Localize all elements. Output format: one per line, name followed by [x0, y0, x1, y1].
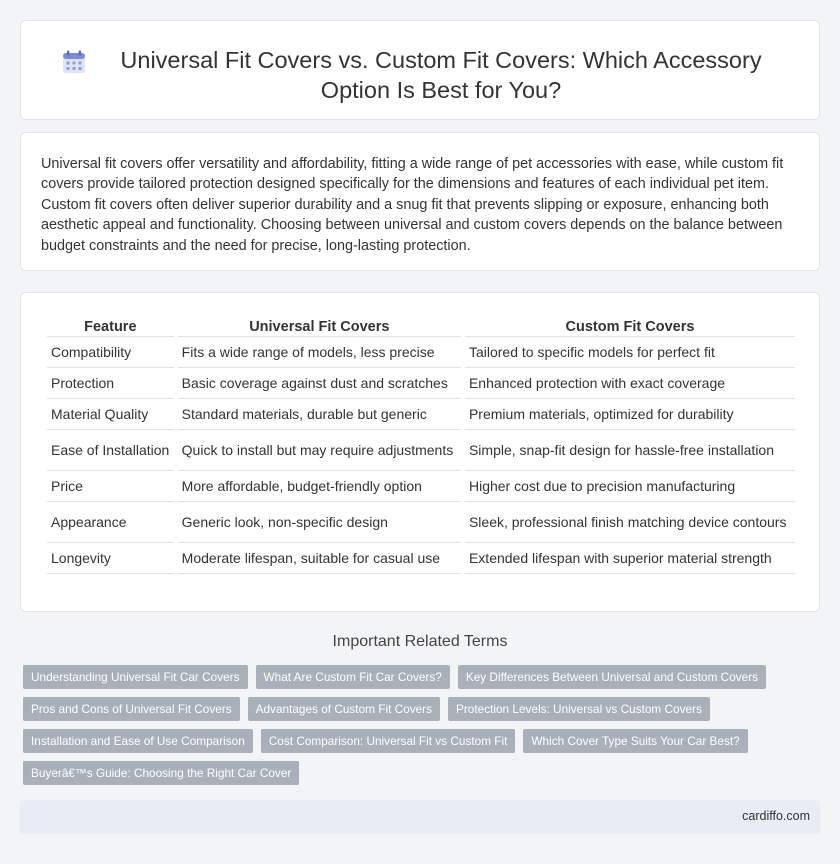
- related-terms-tags: [23, 665, 823, 793]
- table-row: [47, 399, 795, 430]
- related-term-tag[interactable]: Understanding Universal Fit Car Covers: [23, 665, 248, 689]
- comparison-table: [43, 315, 799, 574]
- related-term-tag[interactable]: Buyerâ€™s Guide: Choosing the Right Car Cover: [23, 761, 299, 785]
- related-term-tag[interactable]: Pros and Cons of Universal Fit Covers: [23, 697, 240, 721]
- column-header-feature: Feature: [47, 315, 174, 337]
- calendar-icon: [61, 49, 87, 75]
- universal-cell: Standard materials, durable but generic: [178, 399, 461, 430]
- table-row: [47, 543, 795, 574]
- title-row: [21, 21, 819, 105]
- custom-cell: Higher cost due to precision manufacturing: [465, 471, 795, 502]
- table-row: [47, 337, 795, 368]
- page-title: Universal Fit Covers vs. Custom Fit Covers: Which Accessory Option Is Best for You?: [120, 47, 762, 103]
- custom-cell: Tailored to specific models for perfect fit: [465, 337, 795, 368]
- custom-cell: Sleek, professional finish matching device contours: [465, 502, 795, 543]
- custom-cell: Simple, snap-fit design for hassle-free installation: [465, 430, 795, 471]
- feature-cell: Price: [47, 471, 174, 502]
- custom-cell: Premium materials, optimized for durability: [465, 399, 795, 430]
- feature-cell: Longevity: [47, 543, 174, 574]
- column-header-custom: Custom Fit Covers: [465, 315, 795, 337]
- related-term-tag[interactable]: Cost Comparison: Universal Fit vs Custom Fit: [261, 729, 516, 753]
- tag-row: [23, 761, 823, 785]
- universal-cell: Fits a wide range of models, less precise: [178, 337, 461, 368]
- footer-site-link[interactable]: cardiffo.com: [742, 809, 810, 823]
- related-term-tag[interactable]: Which Cover Type Suits Your Car Best?: [523, 729, 747, 753]
- header-card: [20, 20, 820, 120]
- intro-paragraph: Universal fit covers offer versatility and affordability, fitting a wide range of pet accessories with ease, while custom fit covers provide tailored protection designed specifically for the dimensions and features of each individual pet item. Custom fit covers often deliver superior durability and a snug fit that prevents slipping or exposure, enhancing both aesthetic appeal and functionality. Choosing between universal and custom covers depends on the balance between budget constraints and the need for precise, long-lasting protection.: [41, 156, 784, 254]
- related-term-tag[interactable]: Key Differences Between Universal and Custom Covers: [458, 665, 766, 689]
- related-term-tag[interactable]: Protection Levels: Universal vs Custom Covers: [448, 697, 710, 721]
- related-term-tag[interactable]: What Are Custom Fit Car Covers?: [256, 665, 450, 689]
- universal-cell: Quick to install but may require adjustments: [178, 430, 461, 471]
- custom-cell: Enhanced protection with exact coverage: [465, 368, 795, 399]
- tag-row: [23, 697, 823, 721]
- feature-cell: Appearance: [47, 502, 174, 543]
- universal-cell: More affordable, budget-friendly option: [178, 471, 461, 502]
- feature-cell: Ease of Installation: [47, 430, 174, 471]
- intro-card: [20, 132, 820, 271]
- tag-row: [23, 729, 823, 753]
- table-header-row: [47, 315, 795, 337]
- custom-cell: Extended lifespan with superior material strength: [465, 543, 795, 574]
- feature-cell: Material Quality: [47, 399, 174, 430]
- universal-cell: Basic coverage against dust and scratches: [178, 368, 461, 399]
- comparison-table-card: [20, 292, 820, 612]
- column-header-universal: Universal Fit Covers: [178, 315, 461, 337]
- table-row: [47, 502, 795, 543]
- feature-cell: Compatibility: [47, 337, 174, 368]
- table-row: [47, 430, 795, 471]
- tag-row: [23, 665, 823, 689]
- table-row: [47, 471, 795, 502]
- related-term-tag[interactable]: Advantages of Custom Fit Covers: [248, 697, 440, 721]
- universal-cell: Moderate lifespan, suitable for casual use: [178, 543, 461, 574]
- universal-cell: Generic look, non-specific design: [178, 502, 461, 543]
- related-term-tag[interactable]: Installation and Ease of Use Comparison: [23, 729, 253, 753]
- related-terms-heading: Important Related Terms: [332, 633, 508, 650]
- table-row: [47, 368, 795, 399]
- feature-cell: Protection: [47, 368, 174, 399]
- footer-bar: [20, 800, 820, 834]
